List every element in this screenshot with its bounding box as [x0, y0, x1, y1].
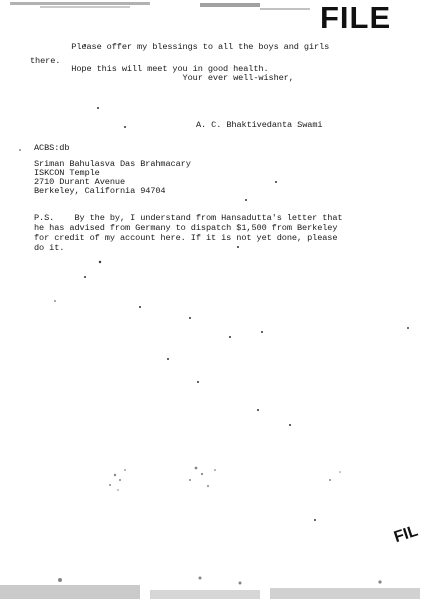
speck — [239, 582, 242, 585]
speck — [260, 8, 310, 10]
speck — [99, 261, 101, 263]
closing-line: Hope this will meet you in good health. — [46, 64, 269, 74]
speck — [150, 590, 260, 599]
speck — [199, 577, 202, 580]
address-line: Sriman Bahulasva Das Brahmacary — [34, 159, 191, 169]
address-line: Berkeley, California 94704 — [34, 186, 166, 196]
speck — [200, 3, 260, 7]
speck — [10, 2, 150, 5]
file-stamp: FILE — [320, 0, 392, 35]
speck — [257, 409, 259, 411]
speck — [314, 519, 316, 521]
speck — [189, 317, 191, 319]
ps-line: P.S. By the by, I understand from Hansadutta's letter that — [34, 213, 343, 223]
speck — [84, 276, 86, 278]
speck — [261, 331, 263, 333]
ps-line: he has advised from Germany to dispatch $1,500 from Berkeley — [34, 223, 338, 233]
closing-line: Please offer my blessings to all the boys and girls — [46, 42, 330, 52]
speck — [0, 585, 140, 599]
speck — [19, 149, 21, 151]
ps-line: do it. — [34, 243, 65, 253]
closing-line: Your ever well-wisher, — [46, 73, 294, 83]
speck — [197, 381, 199, 383]
file-stamp-partial: FIL — [392, 522, 421, 547]
speck — [289, 424, 291, 426]
speck — [237, 246, 239, 248]
speck — [139, 306, 141, 308]
speck — [378, 580, 381, 583]
speck — [229, 336, 231, 338]
speck — [124, 126, 126, 128]
speck — [245, 199, 247, 201]
speck — [54, 300, 56, 302]
closing-line: there. — [30, 56, 61, 66]
speck — [58, 578, 62, 582]
speck — [97, 107, 99, 109]
signature: A. C. Bhaktivedanta Swami — [196, 120, 323, 130]
speck — [407, 327, 409, 329]
speck — [270, 588, 420, 599]
speck — [275, 181, 277, 183]
speck — [167, 358, 169, 360]
speck — [40, 6, 130, 8]
address-line: 2710 Durant Avenue — [34, 177, 126, 187]
initials: ACBS:db — [34, 143, 70, 153]
ps-line: for credit of my account here. If it is not yet done, please — [34, 233, 338, 243]
smudge-cluster — [109, 467, 341, 491]
address-line: ISKCON Temple — [34, 168, 100, 178]
